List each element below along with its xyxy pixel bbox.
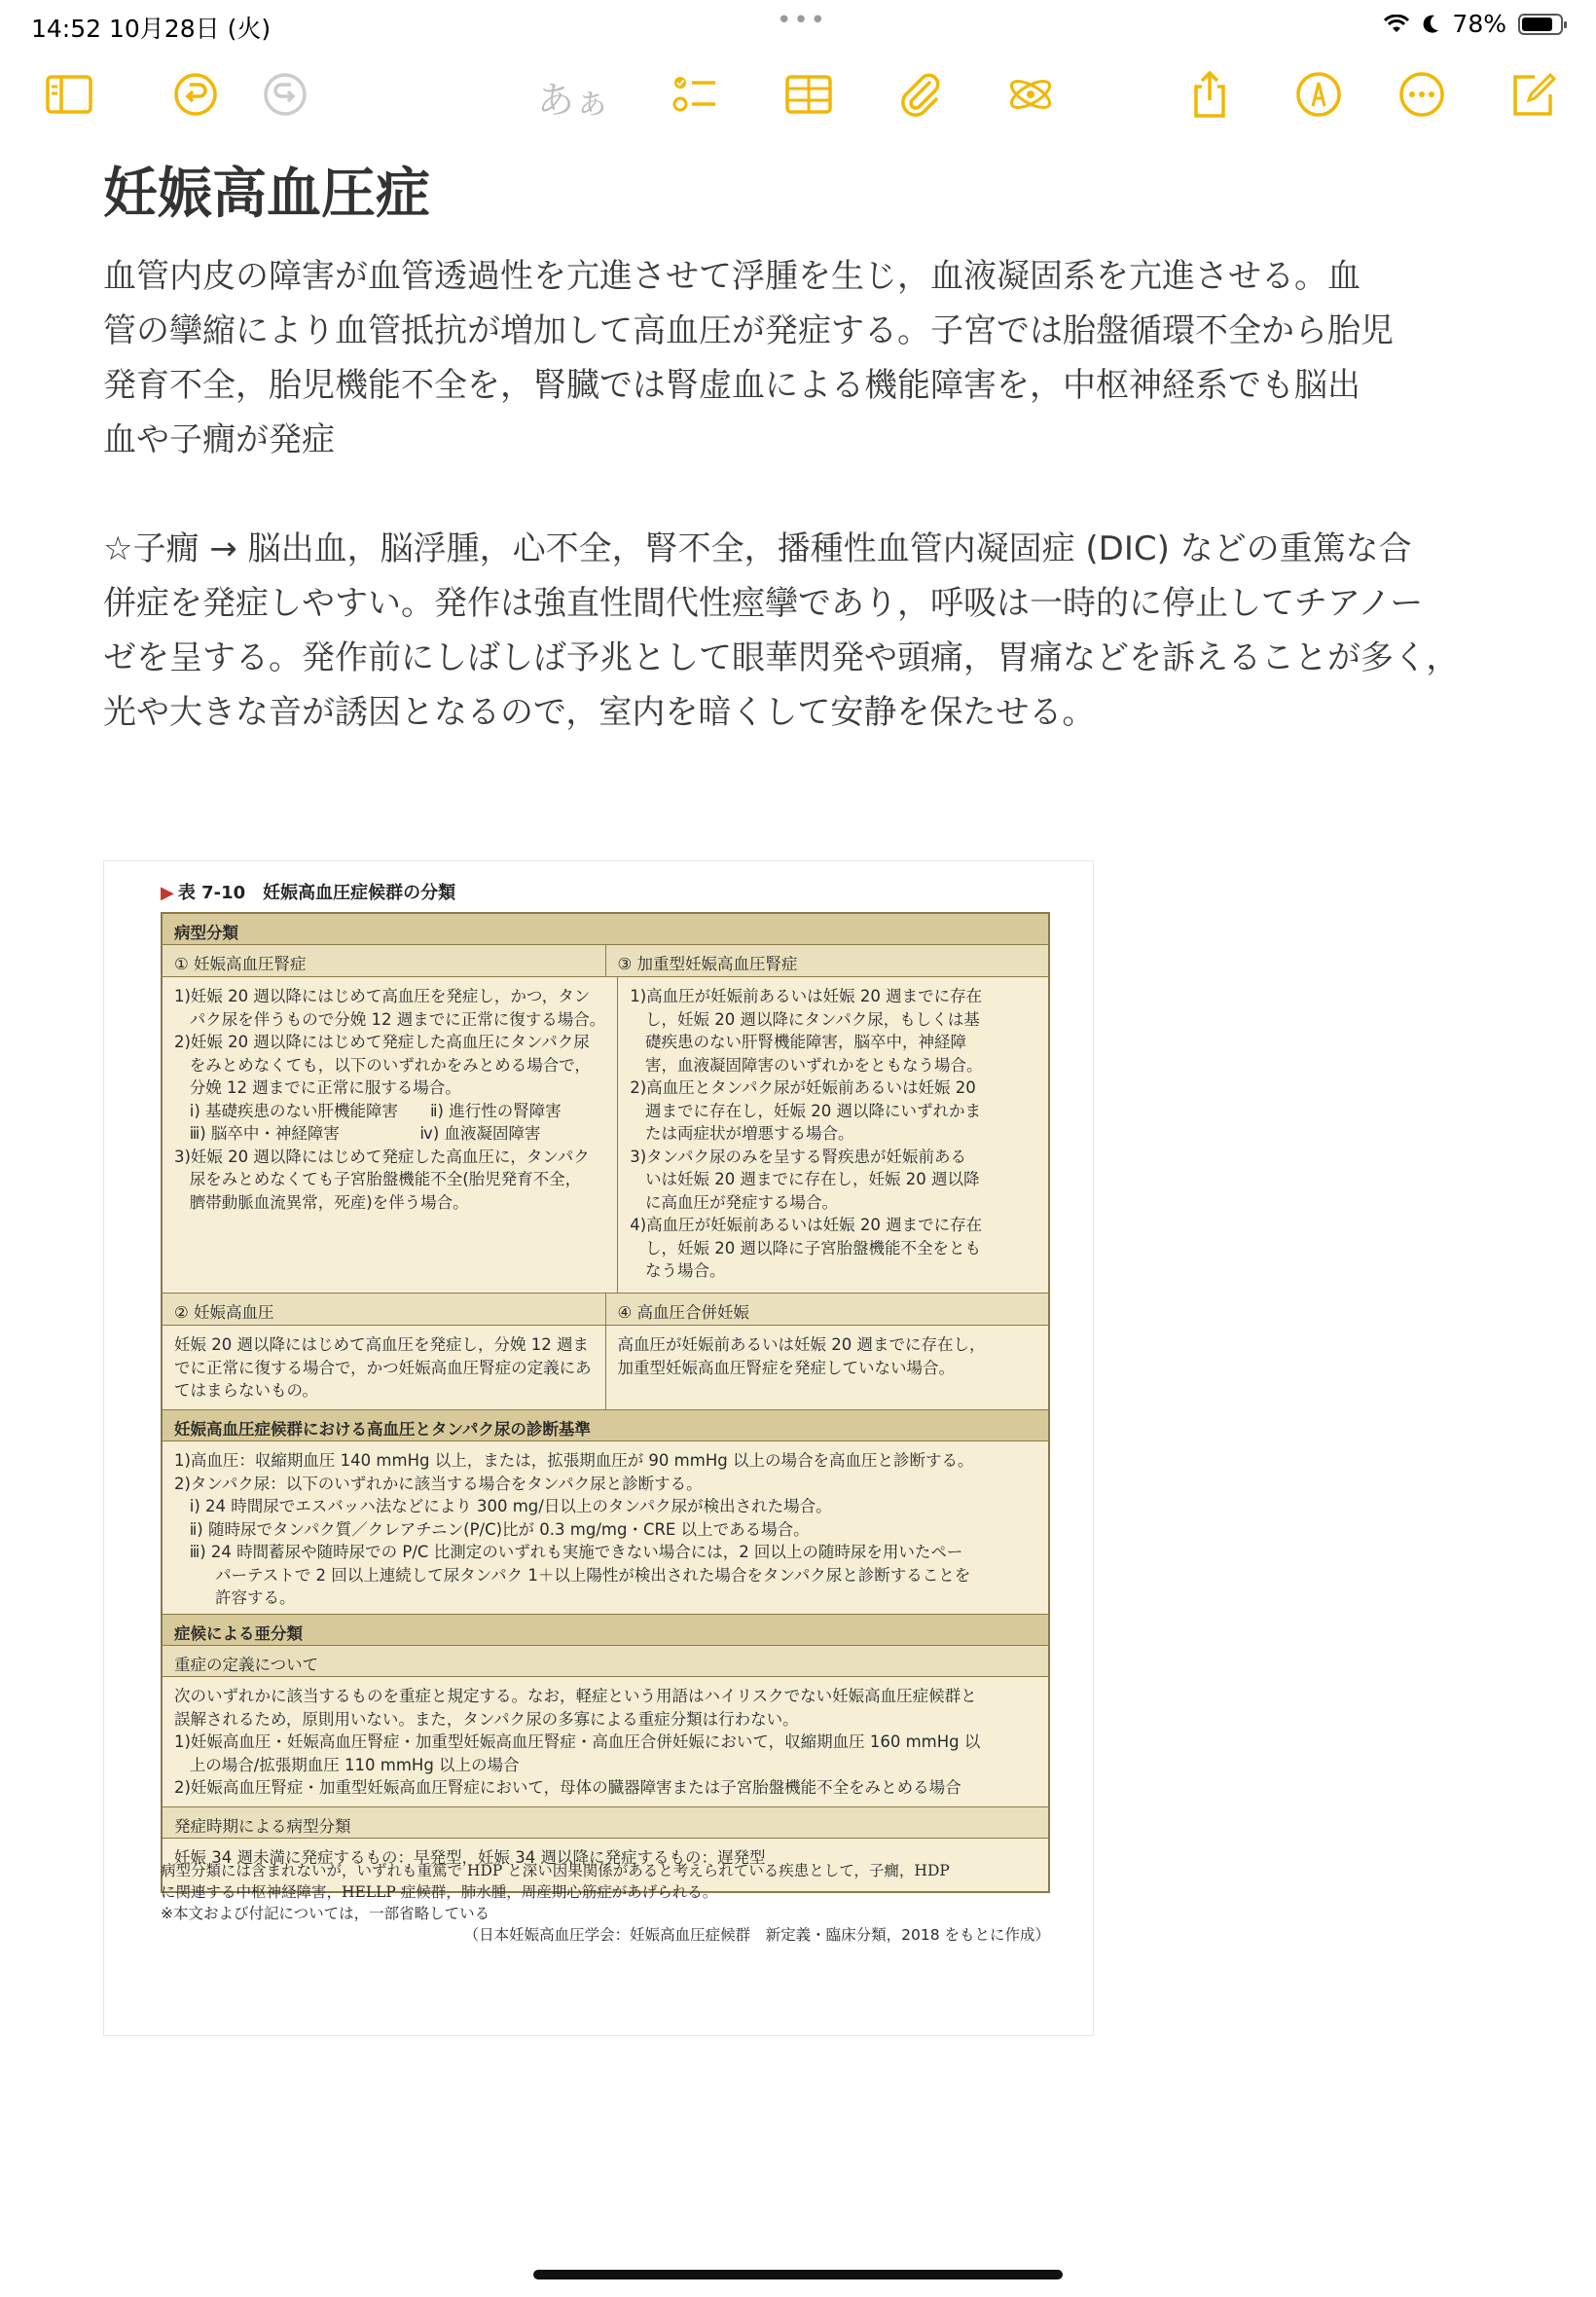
type-body: 1)高血圧が妊娠前あるいは妊娠 20 週までに存在 し，妊娠 20 週以降にタンパク尿，もしくは基 礎疾患のない肝腎機能障害，脳卒中，神経障 害，血液凝固障害のいずれかをともなう場合。 2)高血圧とタンパク尿が妊娠前あるいは妊娠 20 週までに存在し，妊娠 20 週以降にいずれかま たは両症状が増悪する場合。 3)タンパク尿のみを呈する腎疾患が妊娠前ある いは妊娠 20 週までに存在し，妊娠 20 週以降 に高血圧が発症する場合。 4)高血圧が妊娠前あるいは妊娠 20 週までに存在 し，妊娠 20 週以降に子宮胎盤機能不全をとも なう場合。 (630, 987, 983, 1280)
type-body: 高血圧が妊娠前あるいは妊娠 20 週までに存在し， 加重型妊娠高血圧腎症を発症していない場合。 (617, 1335, 986, 1377)
type-body: 1)妊娠 20 週以降にはじめて高血圧を発症し，かつ，タン パク尿を伴うもので分娩 12 週までに正常に復する場合。 2)妊娠 20 週以降にはじめて発症した高血圧にタンパク尿 をみとめなくても，以下のいずれかをみとめる場合で， 分娩 12 週までに正常に服する場合。 ⅰ) 基礎疾患のない肝機能障害 ⅱ) 進行性の腎障害 ⅲ) 脳卒中・神経障害 ⅳ) 血液凝固障害 3)妊娠 20 週以降にはじめて発症した高血圧に，タンパク 尿をみとめなくても子宮胎盤機能不全(胎児発育不全， 臍帯動脈血流異常，死産)を伴う場合。 (163, 977, 618, 1293)
section-header: 症候による亜分類 (163, 1615, 1048, 1646)
classification-table (161, 912, 1050, 1893)
home-indicator[interactable] (533, 2270, 1063, 2279)
share-icon (1182, 67, 1237, 122)
note-title: 妊娠高血圧症 (103, 163, 430, 226)
type-headers-row (163, 1294, 1048, 1326)
text-style-button[interactable]: あぁ (537, 79, 611, 122)
more-button[interactable] (1392, 64, 1452, 125)
type-body: 妊娠 20 週以降にはじめて高血圧を発症し，分娩 12 週ま でに正常に復する場合で，かつ妊娠高血圧腎症の定義にあ てはまらないもの。 (163, 1326, 606, 1409)
triangle-icon: ▶ (161, 883, 174, 903)
checklist-icon (667, 67, 721, 122)
paperclip-icon (892, 67, 947, 122)
severity-body: 次のいずれかに該当するものを重症と規定する。なお，軽症という用語はハイリスクでない妊娠高血圧症候群と 誤解されるため，原則用いない。また，タンパク尿の多寡による重症分類は行わない。 1)妊娠高血圧・妊娠高血圧腎症・加重型妊娠高血圧腎症・高血圧合併妊娠において，収縮期血圧 160 mmHg 以 上の場合/拡張期血圧 110 mmHg 以上の場合 2)妊娠高血圧腎症・加重型妊娠高血圧腎症において，母体の臓器障害または子宮胎盤機能不全をみとめる場合 (163, 1677, 1048, 1807)
status-bar (0, 0, 1596, 47)
ellipsis-circle-icon (1395, 67, 1449, 122)
undo-icon (168, 67, 223, 122)
type-bodies-row (163, 1326, 1048, 1410)
section-header: 妊娠高血圧症候群における高血圧とタンパク尿の診断基準 (163, 1410, 1048, 1441)
table-image[interactable] (103, 860, 1094, 2036)
figure-footnote (161, 1860, 1050, 1946)
type-header: ③ 加重型妊娠高血圧腎症 (606, 945, 1049, 976)
multitasking-dots[interactable]: ••• (777, 6, 828, 35)
subsection-header: 重症の定義について (163, 1646, 1048, 1677)
type-header: ② 妊娠高血圧 (163, 1294, 606, 1325)
section-header: 病型分類 (163, 914, 1048, 945)
wifi-icon (1384, 15, 1409, 34)
figure-source: （日本妊娠高血圧学会：妊娠高血圧症候群 新定義・臨床分類，2018 をもとに作成） (463, 1926, 1050, 1944)
note-body[interactable] (103, 160, 1505, 740)
figure-title-text: 表 7-10 妊娠高血圧症候群の分類 (177, 883, 456, 903)
sidebar-icon (42, 67, 96, 122)
checklist-button[interactable] (664, 64, 724, 125)
redo-icon (258, 67, 312, 122)
status-right (1384, 10, 1563, 38)
type-headers-row (163, 945, 1048, 977)
note-paragraph-2: ☆子癇 → 脳出血，脳浮腫，心不全，腎不全，播種性血管内凝固症 (DIC) などの重篤な合 併症を発症しやすい。発作は強直性間代性痙攣であり，呼吸は一時的に停止してチアノー ゼを呈する。発作前にしばしば予兆として眼華閃発や頭痛，胃痛などを訴えることが多く， 光や大きな音が誘因となるので，室内を暗くして安静を保たせる。 (103, 529, 1460, 732)
share-button[interactable] (1179, 64, 1240, 125)
battery-icon (1518, 14, 1563, 35)
table-button[interactable] (779, 64, 839, 125)
criteria-body: 1)高血圧：収縮期血圧 140 mmHg 以上，または，拡張期血圧が 90 mmHg 以上の場合を高血圧と診断する。 2)タンパク尿：以下のいずれかに該当する場合をタンパク尿と診断する。 ⅰ) 24 時間尿でエスバッハ法などにより 300 mg/日以上のタンパク尿が検出された場合。 ⅱ) 随時尿でタンパク質／クレアチニン(P/C)比が 0.3 mg/mg・CRE 以上である場合。 ⅲ) 24 時間蓄尿や随時尿での P/C 比測定のいずれも実施できない場合には，2 回以上の随時尿を用いたペー パーテストで 2 回以上連続して尿タンパク 1＋以上陽性が検出された場合をタンパク尿と診断することを 許容する。 (163, 1441, 1048, 1615)
note-paragraph-1: 血管内皮の障害が血管透過性を亢進させて浮腫を生じ，血液凝固系を亢進させる。血 管の攣縮により血管抵抗が増加して高血圧が発症する。子宮では胎盤循環不全から胎児 発育不全，胎児機能不全を，腎臓では腎虚血による機能障害を，中枢神経系でも脳出 血や子癇が発症 (103, 257, 1394, 459)
markup-button[interactable] (1288, 64, 1349, 125)
onset-body: 妊娠 34 週未満に発症するもの：早発型，妊娠 34 週以降に発症するもの：遅発型 (174, 1848, 766, 1867)
status-time: 14:52 10月28日 (火) (31, 15, 272, 43)
attachment-button[interactable] (889, 64, 950, 125)
figure-title (161, 879, 455, 904)
table-icon (781, 67, 836, 122)
undo-button[interactable] (165, 64, 226, 125)
redo-button[interactable] (255, 64, 315, 125)
type-header: ④ 高血圧合併妊娠 (606, 1294, 1049, 1325)
math-sparkle-button[interactable] (1000, 64, 1061, 125)
type-header: ① 妊娠高血圧腎症 (163, 945, 606, 976)
sidebar-toggle-button[interactable] (39, 64, 99, 125)
subsection-header: 発症時期による病型分類 (163, 1807, 1048, 1839)
compose-button[interactable] (1503, 64, 1563, 125)
battery-percent: 78% (1452, 10, 1506, 38)
markup-pen-icon (1291, 67, 1346, 122)
notes-toolbar (0, 64, 1596, 132)
footnote-text: 病型分類には含まれないが，いずれも重篤で HDP と深い因果関係があると考えられている疾患として，子癇，HDP に関連する中枢神経障害，HELLP 症候群，肺水腫，周産期心筋症があげられる。 ※本文および付記については，一部省略している (161, 1862, 950, 1922)
sparkle-pen-icon (1003, 67, 1058, 122)
compose-icon (1505, 67, 1560, 122)
type-bodies-row (163, 977, 1048, 1294)
moon-icon (1421, 14, 1440, 35)
